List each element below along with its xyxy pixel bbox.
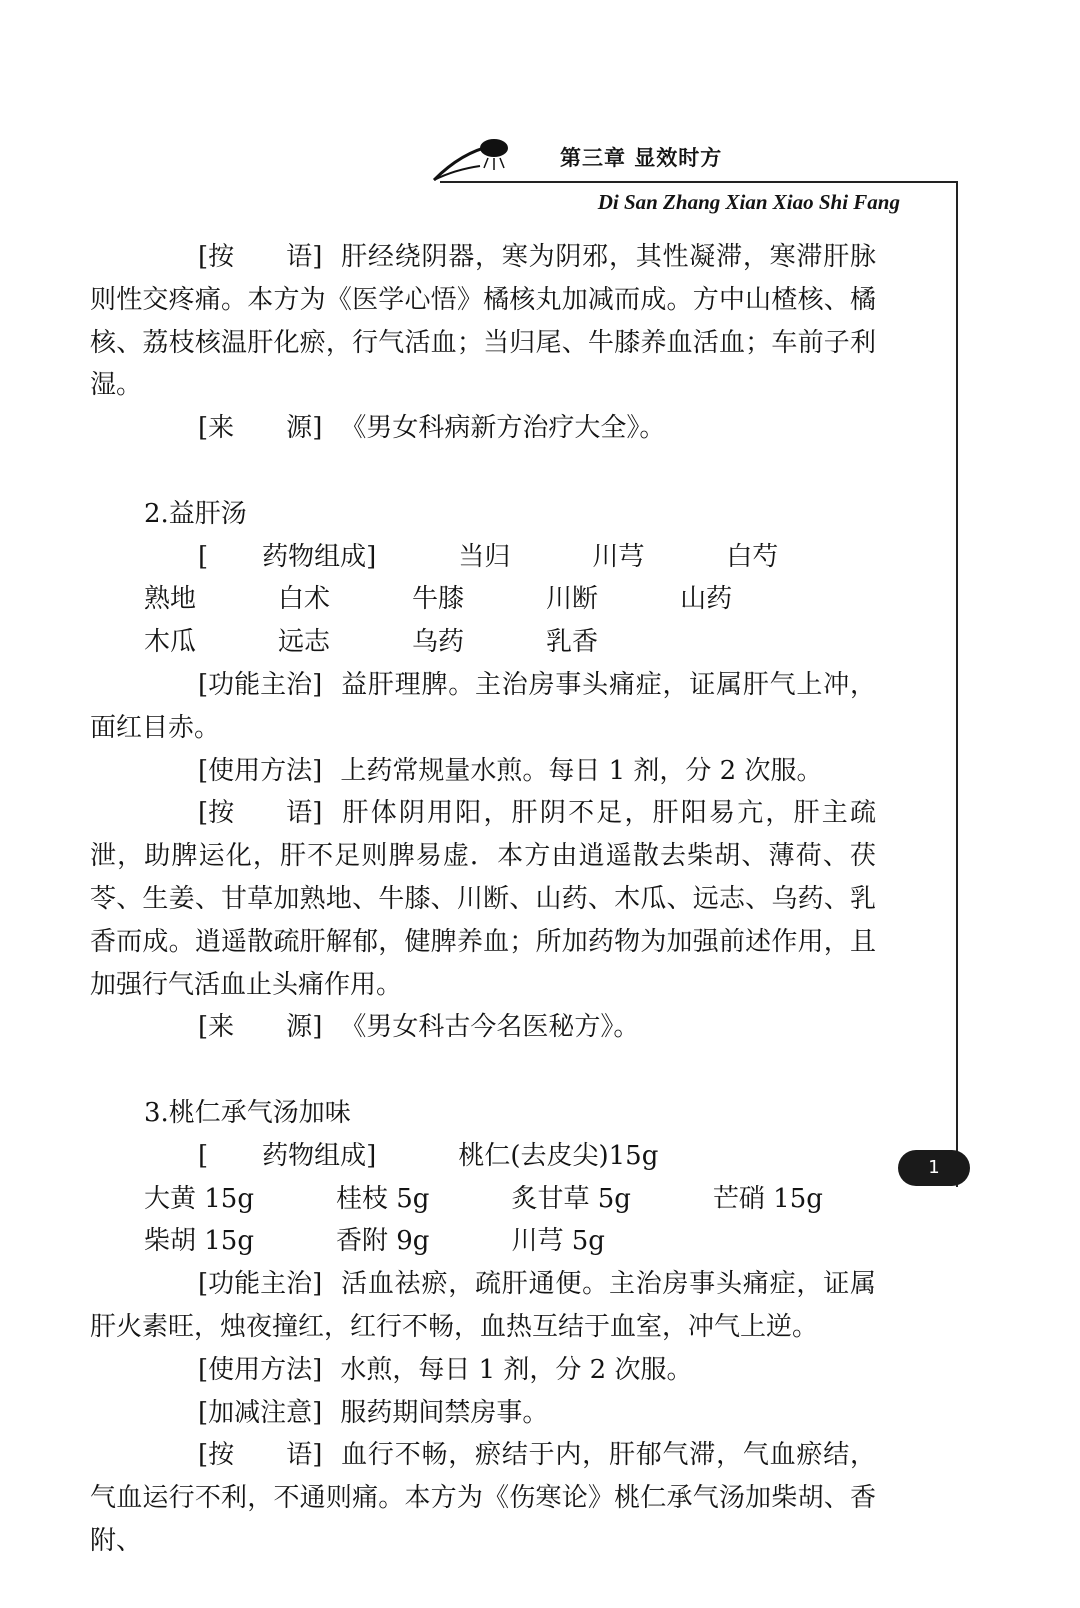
page-content [90,236,876,1563]
paragraph-laiyuan [90,407,876,450]
label-yaowu: [ 药物组成] [198,1140,377,1171]
label-laiyuan: [来 源] [198,413,323,444]
herb-item: 香附 9g [336,1226,430,1257]
section-title: 2.益肝汤 [144,498,247,529]
herb-item: 桃仁(去皮尖)15g [458,1140,659,1171]
anyu-text: 肝体阴用阳，肝阴不足，肝阳易亢，肝主疏泄，助脾运化，肝不足则脾易虚．本方由逍遥散去柴胡、薄荷、茯苓、生姜、甘草加熟地、牛膝、川断、山药、木瓜、远志、乌药、乳香而成。逍遥散疏肝解郁，健脾养血；所加药物为加强前述作用，且加强行气活血止头痛作用。 [90,798,876,1000]
herb-item: 大黄 15g [144,1183,254,1214]
paragraph-shiyong [90,1349,876,1392]
label-anyu: [按 语] [198,798,323,829]
herb-item: 山药 [680,584,733,615]
gongneng-text: 活血祛瘀，疏肝通便。主治房事头痛症，证属肝火素旺，烛夜撞红，红行不畅，血热互结于血室，冲气上逆。 [90,1269,876,1342]
label-anyu: [按 语] [198,242,323,272]
herb-item: 柴胡 15g [144,1226,254,1257]
herb-item: 白术 [278,584,331,615]
herb-item: 当归 [458,541,511,572]
paragraph-yaowu [90,536,876,664]
herb-item: 乌药 [412,627,465,658]
herb-item: 炙甘草 5g [511,1183,631,1214]
herb-item: 川断 [546,584,599,615]
paragraph-gongneng [90,664,876,750]
laiyuan-text: 《男女科古今名医秘方》。 [340,1012,640,1043]
paragraph-anyu [90,1434,876,1562]
label-gongneng: [功能主治] [198,669,323,700]
shiyong-text: 水煎，每日 1 剂，分 2 次服。 [340,1354,693,1385]
herb-item: 川芎 5g [511,1226,605,1257]
header-rule [440,181,958,183]
anyu-text: 血行不畅，瘀结于内，肝郁气滞，气血瘀结，气血运行不利，不通则痛。本方为《伤寒论》桃仁承气汤加柴胡、香附、 [90,1440,876,1556]
label-shiyong: [使用方法] [198,755,323,786]
paragraph-yaowu [90,1135,876,1263]
paragraph-anyu [90,792,876,1006]
herb-item: 芒硝 15g [712,1183,823,1214]
laiyuan-text: 《男女科病新方治疗大全》。 [340,413,666,444]
side-rule [956,181,958,1187]
herb-item: 木瓜 [144,627,197,658]
label-laiyuan: [来 源] [198,1012,323,1043]
paragraph-anyu [90,236,876,407]
herb-item: 熟地 [144,584,197,615]
herb-item: 牛膝 [412,584,465,615]
anyu-text: 肝经绕阴器，寒为阴邪，其性凝滞，寒滞肝脉则性交疼痛。本方为《医学心悟》橘核丸加减而成。方中山楂核、橘核、荔枝核温肝化瘀，行气活血；当归尾、牛膝养血活血；车前子利湿。 [90,242,876,401]
gongneng-text: 益肝理脾。主治房事头痛症，证属肝气上冲，面红目赤。 [90,669,876,743]
label-yaowu: [ 药物组成] [198,541,377,572]
herb-item: 白芍 [726,541,779,572]
label-anyu: [按 语] [198,1440,323,1471]
shiyong-text: 上药常规量水煎。每日 1 剂，分 2 次服。 [340,755,823,786]
herb-item: 乳香 [546,627,599,658]
paragraph-jiajian [90,1392,876,1435]
herb-item: 川芎 [592,541,645,572]
label-jiajian: [加减注意] [198,1397,323,1428]
section-title: 3.桃仁承气汤加味 [144,1097,351,1128]
page-number-tab: 1 [898,1150,970,1186]
chapter-title: 第三章 显效时方 [560,146,723,170]
label-gongneng: [功能主治] [198,1269,323,1300]
lamp-logo-icon [432,128,522,188]
label-shiyong: [使用方法] [198,1354,323,1385]
paragraph-shiyong [90,750,876,793]
paragraph-laiyuan [90,1006,876,1049]
herb-item: 远志 [278,627,331,658]
herb-item: 桂枝 5g [336,1183,430,1214]
paragraph-gongneng [90,1263,876,1349]
chapter-pinyin: Di San Zhang Xian Xiao Shi Fang [597,190,900,214]
jiajian-text: 服药期间禁房事。 [340,1397,549,1428]
